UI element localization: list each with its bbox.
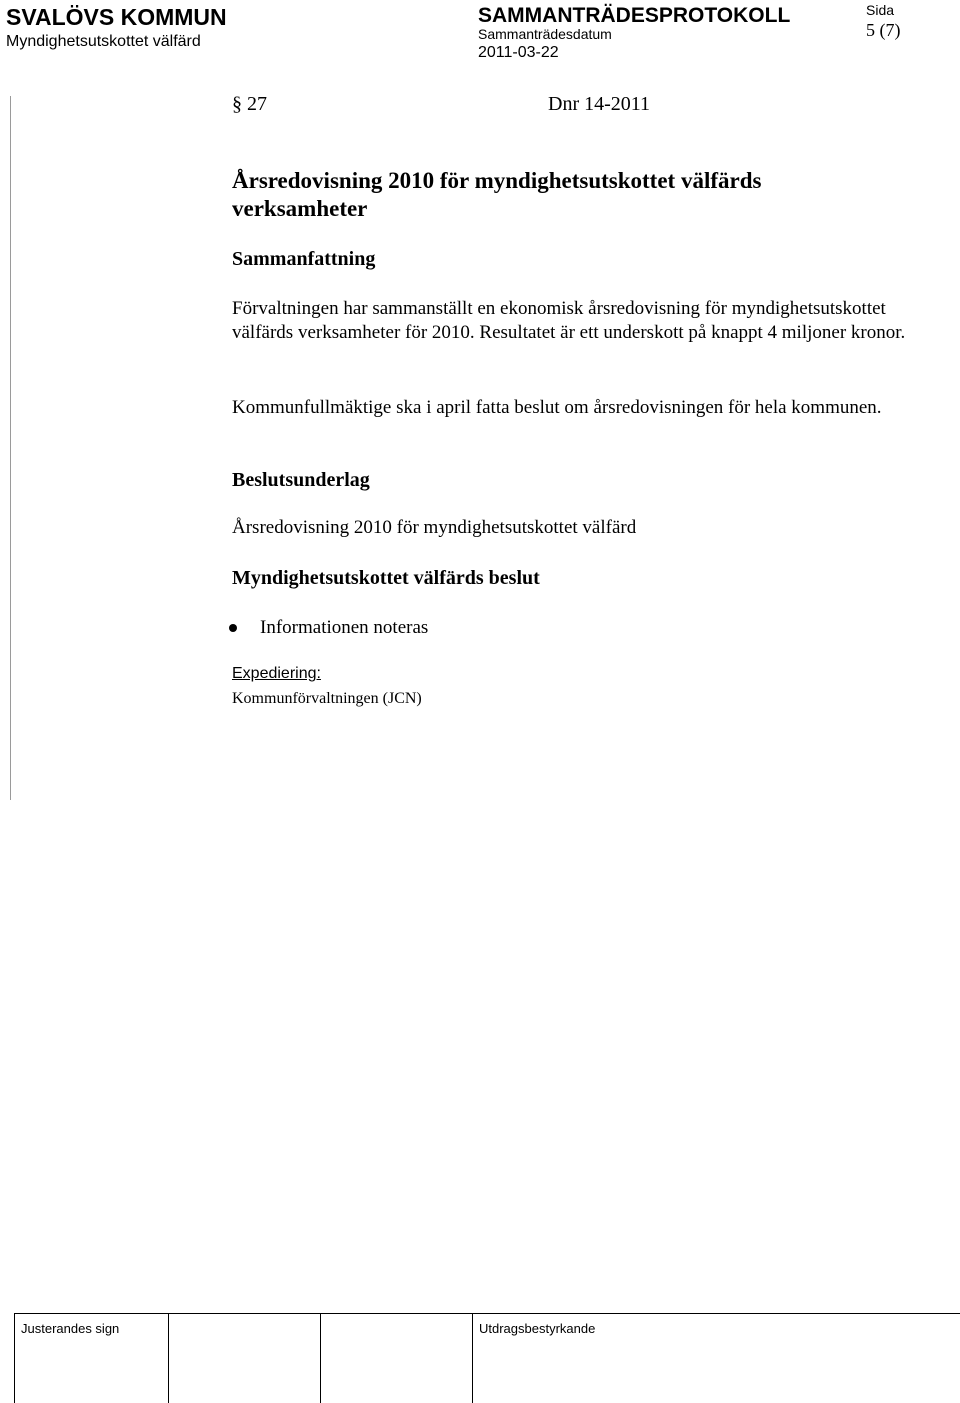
- margin-divider: [10, 96, 11, 800]
- summary-heading: Sammanfattning: [232, 248, 376, 270]
- committee-name: Myndighetsutskottet välfärd: [6, 33, 201, 50]
- extract-certification-label: Utdragsbestyrkande: [479, 1321, 596, 1336]
- meeting-date-label: Sammanträdesdatum: [478, 26, 612, 42]
- bullet-icon: [229, 624, 237, 632]
- basis-heading: Beslutsunderlag: [232, 469, 370, 491]
- footer-cell-divider: [168, 1313, 169, 1403]
- summary-paragraph: Förvaltningen har sammanställt en ekonomisk årsredovisning för myndighetsutskottet välfärds verksamheter för 2010. Resultatet är ett underskott på knappt 4 miljoner kronor.: [232, 298, 906, 343]
- meeting-date: 2011-03-22: [478, 44, 559, 61]
- footer-rule: [14, 1313, 960, 1314]
- footer-cell-divider: [320, 1313, 321, 1403]
- footer-cell-divider: [472, 1313, 473, 1403]
- basis-item: Årsredovisning 2010 för myndighetsutskottet välfärd: [232, 517, 637, 538]
- expediting-recipient: Kommunförvaltningen (JCN): [232, 690, 422, 707]
- page-label: Sida: [866, 2, 895, 18]
- signature-label: Justerandes sign: [21, 1321, 120, 1336]
- paragraph-number: § 27: [232, 93, 267, 115]
- diary-number: Dnr 14-2011: [548, 93, 651, 115]
- organization-name: SVALÖVS KOMMUN: [6, 4, 227, 30]
- decision-item: Informationen noteras: [260, 617, 429, 638]
- decision-heading: Myndighetsutskottet välfärds beslut: [232, 567, 540, 589]
- expediting-label: Expediering:: [232, 665, 321, 682]
- document-type: SAMMANTRÄDESPROTOKOLL: [478, 4, 791, 27]
- section-title: Årsredovisning 2010 för myndighetsutskottet välfärds verksamheter: [232, 168, 762, 221]
- page-number: 5 (7): [866, 20, 901, 40]
- footer-cell-divider: [14, 1313, 15, 1403]
- summary-paragraph: Kommunfullmäktige ska i april fatta beslut om årsredovisningen för hela kommunen.: [232, 397, 882, 418]
